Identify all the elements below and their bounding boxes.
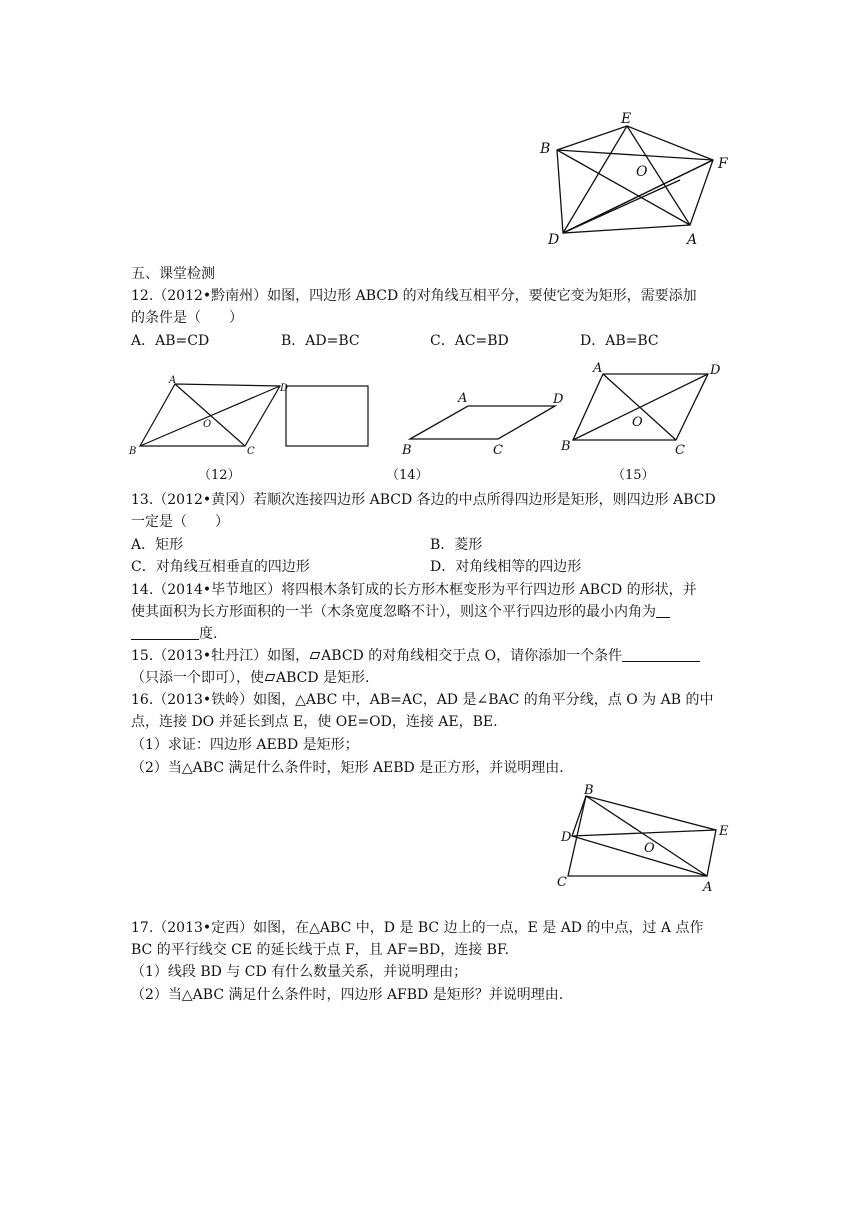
q13-option-b: B．菱形 [430, 537, 483, 553]
figure-16 [552, 778, 742, 896]
fig12-label-B: B [129, 446, 137, 457]
fig12-label-C: C [247, 446, 255, 457]
fig14-label-C: C [493, 443, 503, 458]
caption-12: （12） [198, 468, 241, 483]
label-F: F [718, 156, 728, 172]
q15-answer-blank[interactable] [622, 647, 700, 662]
fig14-label-D: D [553, 392, 564, 407]
fig15-label-D: D [710, 363, 721, 378]
fig16-label-C: C [557, 875, 567, 890]
q16-line1: 16.（2013•铁岭）如图，△ABC 中，AB=AC，AD 是∠BAC 的角平分线，点 O 为 AB 的中 [131, 692, 714, 708]
fig16-label-B: B [584, 783, 594, 798]
figure-12 [125, 372, 295, 462]
q15-line2-text-b: ABCD 是矩形. [276, 670, 370, 686]
fig16-label-D: D [561, 830, 572, 845]
q15-line2-text-a: （只添一个即可），使 [131, 670, 264, 686]
q16-line2: 点，连接 DO 并延长到点 E，使 OE=OD，连接 AE，BE. [131, 714, 498, 730]
section-title: 五、课堂检测 [131, 266, 215, 282]
q14-line3 [131, 624, 217, 644]
fig15-label-O: O [632, 415, 643, 430]
figure-rectangle [284, 384, 374, 450]
q17-part2: （2）当△ABC 满足什么条件时，四边形 AFBD 是矩形？并说明理由. [131, 987, 564, 1003]
q12-line1: 12.（2012•黔南州）如图，四边形 ABCD 的对角线互相平分，要使它变为矩形，需要添加 [131, 288, 697, 304]
label-O: O [636, 164, 648, 180]
q14-line2-text: 使其面积为长方形面积的一半（木条宽度忽略不计），则这个平行四边形的最小内角为 [131, 604, 656, 620]
q14-answer-blank[interactable] [131, 625, 199, 640]
caption-14: （14） [386, 468, 429, 483]
q14-line2 [131, 602, 670, 622]
fig14-label-A: A [458, 391, 468, 406]
q17-line2: BC 的平行线交 CE 的延长线于点 F，且 AF=BD，连接 BF. [131, 942, 509, 958]
q16-part1: （1）求证：四边形 AEBD 是矩形； [131, 737, 359, 753]
fig12-label-D: D [280, 383, 289, 394]
q14-line3-suffix: 度. [199, 626, 218, 642]
figure-15 [558, 358, 738, 460]
q13-option-a: A．矩形 [131, 537, 184, 553]
q13-line2: 一定是（ ） [131, 514, 229, 530]
q13-line1: 13.（2012•黄冈）若顺次连接四边形 ABCD 各边的中点所得四边形是矩形，则四边形 ABCD [131, 492, 716, 508]
q13-option-c: C．对角线互相垂直的四边形 [131, 559, 310, 575]
fig12-label-A: A [169, 375, 177, 386]
fig16-label-O: O [644, 841, 655, 856]
q15-line1-text-b: ABCD 的对角线相交于点 O，请你添加一个条件 [321, 648, 623, 664]
q17-part1: （1）线段 BD 与 CD 有什么数量关系，并说明理由； [131, 964, 468, 980]
q15-line1-text: 15.（2013•牡丹江）如图， [131, 648, 310, 664]
label-E: E [621, 111, 632, 127]
fig14-label-B: B [402, 443, 412, 458]
fig16-label-E: E [719, 824, 729, 839]
q16-part2: （2）当△ABC 满足什么条件时，矩形 AEBD 是正方形，并说明理由. [131, 760, 564, 776]
fig12-label-O: O [203, 419, 212, 430]
caption-15: （15） [612, 468, 655, 483]
figure-14 [398, 386, 573, 461]
q12-option-b: B．AD=BC [281, 333, 360, 349]
fig16-label-A: A [703, 880, 713, 895]
q17-line1: 17.（2013•定西）如图，在△ABC 中，D 是 BC 边上的一点，E 是 AD 的中点，过 A 点作 [131, 920, 704, 936]
fig15-label-B: B [561, 439, 571, 454]
fig15-label-A: A [593, 361, 603, 376]
q13-option-d: D．对角线相等的四边形 [430, 559, 582, 575]
label-B: B [540, 141, 551, 157]
q12-line2: 的条件是（ ） [131, 310, 243, 326]
parallelogram-icon [265, 674, 276, 681]
q15-line2 [131, 668, 370, 688]
q14-blank-start [656, 603, 670, 618]
label-D: D [548, 232, 560, 248]
figure-top [530, 108, 740, 248]
parallelogram-icon [310, 652, 321, 659]
fig15-label-C: C [675, 443, 685, 458]
q12-option-c: C．AC=BD [430, 333, 509, 349]
q12-option-a: A．AB=CD [131, 333, 210, 349]
q14-line1: 14.（2014•毕节地区）将四根木条钉成的长方形木框变形为平行四边形 ABCD 的形状，并 [131, 582, 697, 598]
q15-line1 [131, 646, 700, 666]
q12-option-d: D．AB=BC [580, 333, 659, 349]
label-A: A [687, 232, 698, 248]
